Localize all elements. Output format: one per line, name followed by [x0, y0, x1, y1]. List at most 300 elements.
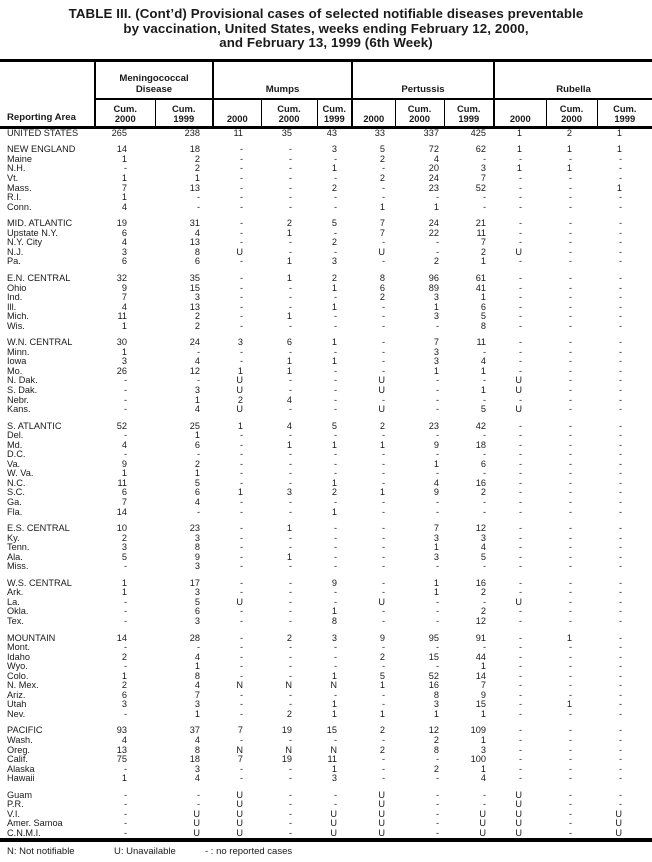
value-cell: U [236, 405, 243, 415]
row-label: N.J. [7, 247, 24, 257]
value-cell: - [435, 321, 439, 331]
value-cell: 6 [121, 228, 127, 238]
value-cell: U [236, 385, 243, 395]
row-label: Md. [7, 440, 23, 450]
value-cell: - [381, 735, 385, 746]
table-row [0, 607, 652, 617]
value-cell: - [333, 588, 337, 598]
value-cell: 6 [194, 440, 200, 450]
value-cell: 1 [379, 202, 385, 212]
value-cell: - [239, 497, 243, 507]
value-cell: - [568, 420, 573, 431]
value-cell: 14 [475, 671, 487, 681]
value-cell: U [515, 376, 523, 386]
value-cell: - [618, 164, 623, 174]
value-cell: U [378, 819, 385, 829]
value-cell: - [568, 764, 573, 774]
value-cell: 1 [379, 709, 385, 719]
value-cell: - [618, 272, 623, 283]
value-cell: 13 [189, 238, 200, 248]
value-cell: - [123, 607, 127, 617]
value-cell: - [518, 202, 523, 212]
row-label: Del. [7, 431, 24, 441]
row-label: S.C. [7, 488, 25, 498]
value-cell: - [618, 257, 623, 267]
value-cell: - [518, 321, 523, 331]
row-label: V.I. [7, 809, 20, 819]
value-cell: - [518, 562, 523, 572]
value-cell: 7 [480, 681, 487, 691]
table-row [0, 710, 652, 720]
value-cell: - [482, 395, 487, 405]
value-cell: - [288, 376, 292, 386]
value-cell: - [518, 764, 523, 774]
value-cell: 4 [194, 735, 200, 746]
value-cell: - [618, 469, 623, 479]
value-cell: - [435, 597, 439, 607]
value-cell: - [568, 607, 573, 617]
value-cell: - [435, 431, 439, 441]
value-cell: - [333, 643, 337, 653]
value-cell: - [239, 440, 243, 450]
table-row [0, 395, 652, 405]
table-row [0, 479, 652, 489]
table-row [0, 203, 652, 213]
value-cell: 4 [286, 420, 292, 431]
row-label: Okla. [7, 607, 29, 617]
table-row [0, 736, 652, 746]
value-cell: 2 [379, 173, 385, 184]
value-cell: 2 [121, 533, 127, 543]
value-cell: - [239, 523, 243, 534]
value-cell: U [378, 385, 385, 395]
value-cell: 3 [286, 488, 292, 498]
value-cell: 5 [194, 478, 200, 488]
value-cell: - [239, 469, 243, 479]
value-cell: - [196, 193, 200, 203]
value-cell: 37 [189, 725, 200, 736]
value-cell: - [123, 819, 127, 829]
value-cell: 1 [331, 607, 337, 617]
value-cell: - [618, 745, 623, 755]
column-header: Cum. 1999 [597, 99, 652, 128]
value-cell: - [568, 709, 573, 719]
value-cell: - [123, 164, 127, 174]
value-cell: - [288, 662, 292, 672]
value-cell: - [518, 632, 523, 643]
value-cell: 11 [327, 755, 337, 765]
value-cell: - [288, 819, 292, 829]
value-cell: - [381, 533, 385, 543]
value-cell: 3 [237, 337, 243, 348]
table-row [0, 357, 652, 367]
value-cell: - [482, 597, 487, 607]
value-cell: - [288, 154, 292, 164]
value-cell: - [568, 218, 573, 229]
value-cell: 26 [116, 366, 127, 376]
value-cell: - [518, 588, 523, 598]
value-cell: - [618, 238, 623, 248]
row-label: Ky. [7, 533, 20, 543]
value-cell: - [568, 450, 573, 460]
value-cell: - [518, 193, 523, 203]
value-cell: 35 [281, 127, 292, 138]
value-cell: 3 [433, 292, 439, 303]
row-label: Iowa [7, 357, 27, 367]
value-cell: 3 [194, 385, 200, 395]
value-cell: 2 [433, 764, 439, 774]
value-cell: - [618, 616, 623, 626]
value-cell: - [518, 154, 523, 164]
value-cell: - [618, 497, 623, 507]
value-cell: 24 [189, 337, 200, 348]
table-title-line2: by vaccination, United States, weeks ending February 12, 2000, [123, 20, 529, 36]
value-cell: - [381, 764, 385, 774]
value-cell: 3 [331, 632, 337, 643]
row-label: Oreg. [7, 745, 30, 755]
value-cell: - [239, 164, 243, 174]
value-cell: 4 [433, 154, 439, 164]
value-cell: - [435, 247, 439, 257]
value-cell: - [288, 577, 292, 588]
value-cell: - [518, 543, 523, 553]
value-cell: 2 [194, 459, 200, 469]
value-cell: 11 [476, 228, 487, 238]
value-cell: - [381, 366, 385, 376]
table-row [0, 681, 652, 691]
value-cell: 1 [331, 507, 337, 517]
value-cell: 8 [331, 616, 337, 626]
value-cell: 62 [475, 144, 487, 155]
value-cell: 1 [286, 228, 292, 238]
row-label: N. Mex. [7, 681, 39, 691]
value-cell: - [518, 507, 523, 517]
table-row [0, 238, 652, 248]
value-cell: - [482, 450, 487, 460]
value-cell: - [518, 228, 523, 238]
value-cell: 1 [286, 366, 292, 376]
value-cell: - [568, 228, 573, 238]
value-cell: 10 [116, 523, 127, 534]
value-cell: U [378, 247, 385, 257]
table-row [0, 588, 652, 598]
value-cell: - [482, 431, 487, 441]
value-cell: 1 [237, 366, 243, 376]
value-cell: 1 [237, 420, 243, 431]
table-row [0, 498, 652, 508]
value-cell: - [196, 376, 200, 386]
table-row [0, 376, 652, 386]
value-cell: - [381, 497, 385, 507]
value-cell: 3 [480, 745, 487, 755]
value-cell: 2 [331, 238, 337, 248]
value-cell: - [239, 652, 243, 662]
value-cell: - [618, 431, 623, 441]
value-cell: - [518, 357, 523, 367]
table-row [0, 572, 652, 589]
value-cell: 2 [237, 395, 243, 405]
value-cell: 23 [428, 420, 439, 431]
value-cell: 28 [189, 632, 200, 643]
value-cell: U [236, 247, 243, 257]
value-cell: - [196, 507, 200, 517]
value-cell: - [618, 405, 623, 415]
value-cell: - [482, 154, 487, 164]
row-label: E.S. CENTRAL [7, 523, 70, 534]
value-cell: 2 [480, 607, 487, 617]
value-cell: - [239, 543, 243, 553]
value-cell: U [236, 809, 243, 819]
value-cell: U [330, 819, 337, 829]
value-cell: - [618, 507, 623, 517]
value-cell: - [239, 577, 243, 588]
table-row [0, 507, 652, 517]
value-cell: - [239, 700, 243, 710]
value-cell: - [568, 376, 573, 386]
value-cell: - [288, 202, 292, 212]
value-cell: - [518, 420, 523, 431]
value-cell: - [568, 671, 573, 681]
value-cell: 18 [475, 440, 487, 450]
value-cell: N [330, 681, 337, 691]
value-cell: 3 [331, 257, 337, 267]
row-label: N.H. [7, 164, 26, 174]
value-cell: - [568, 431, 573, 441]
value-cell: 18 [189, 144, 200, 155]
value-cell: - [568, 562, 573, 572]
value-cell: - [288, 247, 292, 257]
value-cell: 2 [379, 725, 385, 736]
value-cell: 2 [194, 312, 200, 322]
value-cell: 13 [189, 302, 200, 312]
column-header-row [0, 99, 652, 128]
value-cell: - [618, 193, 623, 203]
value-cell: 12 [475, 523, 487, 534]
value-cell: 23 [189, 523, 200, 534]
table-row [0, 765, 652, 775]
value-cell: 1 [331, 440, 337, 450]
value-cell: - [381, 302, 385, 312]
value-cell: - [568, 283, 573, 293]
value-cell: - [618, 552, 623, 562]
table-row [0, 819, 652, 829]
value-cell: - [288, 800, 292, 810]
value-cell: 1 [286, 312, 292, 322]
value-cell: - [618, 643, 623, 653]
value-cell: - [518, 735, 523, 746]
value-cell: - [333, 552, 337, 562]
value-cell: - [568, 173, 573, 184]
value-cell: - [518, 469, 523, 479]
value-cell: - [239, 632, 243, 643]
value-cell: - [568, 337, 573, 348]
value-cell: - [568, 725, 573, 736]
row-label: Ill. [7, 302, 17, 312]
value-cell: 9 [480, 690, 487, 700]
row-label: Ala. [7, 552, 23, 562]
row-label: Nev. [7, 709, 26, 719]
value-cell: 1 [331, 357, 337, 367]
value-cell: 1 [433, 577, 439, 588]
value-cell: - [239, 671, 243, 681]
value-cell: 265 [111, 127, 127, 138]
value-cell: - [381, 321, 385, 331]
value-cell: 52 [116, 420, 127, 431]
value-cell: - [618, 725, 623, 736]
value-cell: 6 [286, 337, 292, 348]
value-cell: - [435, 193, 439, 203]
value-cell: - [618, 789, 623, 800]
value-cell: 6 [194, 488, 200, 498]
value-cell: 9 [121, 459, 127, 469]
value-cell: - [288, 283, 292, 293]
value-cell: - [568, 395, 573, 405]
value-cell: 8 [379, 272, 385, 283]
value-cell: U [515, 809, 523, 819]
table-row [0, 800, 652, 810]
value-cell: - [568, 643, 573, 653]
value-cell: 15 [326, 725, 337, 736]
value-cell: - [482, 507, 487, 517]
value-cell: U [378, 809, 385, 819]
value-cell: 13 [116, 745, 127, 755]
value-cell: - [618, 154, 623, 164]
value-cell: - [288, 690, 292, 700]
row-label: S. ATLANTIC [7, 420, 62, 431]
value-cell: 11 [476, 337, 487, 348]
value-cell: 1 [480, 709, 487, 719]
value-cell: - [288, 607, 292, 617]
row-label: Colo. [7, 671, 29, 681]
table-row [0, 405, 652, 415]
row-label: Ohio [7, 283, 27, 293]
value-cell: - [518, 257, 523, 267]
value-cell: 19 [281, 755, 292, 765]
value-cell: 3 [331, 774, 337, 784]
value-cell: - [288, 347, 292, 357]
value-cell: 4 [480, 774, 487, 784]
value-cell: - [618, 337, 623, 348]
value-cell: - [239, 193, 243, 203]
value-cell: U [378, 597, 385, 607]
value-cell: U [615, 809, 623, 819]
row-label: W. Va. [7, 469, 34, 479]
value-cell: - [435, 643, 439, 653]
value-cell: U [193, 819, 200, 829]
table-row [0, 672, 652, 682]
value-cell: 1 [121, 469, 127, 479]
value-cell: - [518, 488, 523, 498]
value-cell: - [288, 193, 292, 203]
value-cell: - [618, 597, 623, 607]
value-cell: 96 [428, 272, 439, 283]
value-cell: - [123, 800, 127, 810]
value-cell: - [618, 283, 623, 293]
column-header: 2000 [213, 99, 261, 128]
row-label: UNITED STATES [7, 127, 79, 138]
value-cell: - [518, 774, 523, 784]
value-cell: - [333, 662, 337, 672]
value-cell: 2 [379, 292, 385, 303]
value-cell: 1 [433, 459, 439, 469]
value-cell: 1 [121, 671, 127, 681]
value-cell: - [568, 366, 573, 376]
value-cell: - [482, 202, 487, 212]
value-cell: 89 [428, 283, 439, 293]
value-cell: - [618, 577, 623, 588]
value-cell: 1 [194, 469, 200, 479]
row-label: Ark. [7, 588, 24, 598]
value-cell: - [123, 385, 127, 395]
value-cell: - [333, 523, 337, 534]
row-label: Nebr. [7, 395, 29, 405]
value-cell: 3 [331, 144, 337, 155]
row-label: PACIFIC [7, 725, 43, 736]
table-row [0, 488, 652, 498]
value-cell: - [239, 218, 243, 229]
value-cell: - [288, 431, 292, 441]
value-cell: 5 [480, 552, 487, 562]
value-cell: 4 [121, 202, 127, 212]
value-cell: - [518, 292, 523, 303]
value-cell: - [381, 643, 385, 653]
value-cell: 12 [475, 616, 487, 626]
value-cell: U [378, 405, 385, 415]
row-label: Maine [7, 154, 33, 164]
value-cell: 21 [475, 218, 487, 229]
value-cell: 3 [433, 700, 439, 710]
table-row [0, 441, 652, 451]
value-cell: - [239, 562, 243, 572]
row-label: Ariz. [7, 690, 26, 700]
value-cell: 14 [116, 632, 127, 643]
value-cell: 24 [428, 218, 439, 229]
value-cell: 1 [433, 202, 439, 212]
value-cell: 4 [121, 440, 127, 450]
value-cell: - [381, 588, 385, 598]
value-cell: 1 [194, 395, 200, 405]
value-cell: 1 [480, 764, 487, 774]
value-cell: 1 [331, 337, 337, 348]
value-cell: 4 [121, 735, 127, 746]
value-cell: - [239, 144, 243, 155]
value-cell: - [568, 616, 573, 626]
value-cell: 20 [428, 164, 439, 174]
value-cell: - [288, 321, 292, 331]
value-cell: 5 [121, 552, 127, 562]
value-cell: 3 [433, 552, 439, 562]
value-cell: 2 [480, 488, 487, 498]
value-cell: 6 [480, 459, 487, 469]
value-cell: - [618, 588, 623, 598]
value-cell: - [288, 643, 292, 653]
value-cell: - [618, 478, 623, 488]
value-cell: - [381, 774, 385, 784]
value-cell: - [381, 700, 385, 710]
value-cell: U [236, 789, 243, 800]
value-cell: 1 [331, 764, 337, 774]
value-cell: 52 [475, 183, 487, 193]
value-cell: - [239, 774, 243, 784]
value-cell: - [333, 735, 337, 746]
value-cell: 72 [428, 144, 439, 155]
value-cell: - [239, 588, 243, 598]
value-cell: 7 [121, 292, 127, 303]
value-cell: 1 [516, 144, 523, 155]
value-cell: - [568, 789, 573, 800]
row-label: N.Y. City [7, 238, 43, 248]
table-row [0, 784, 652, 801]
